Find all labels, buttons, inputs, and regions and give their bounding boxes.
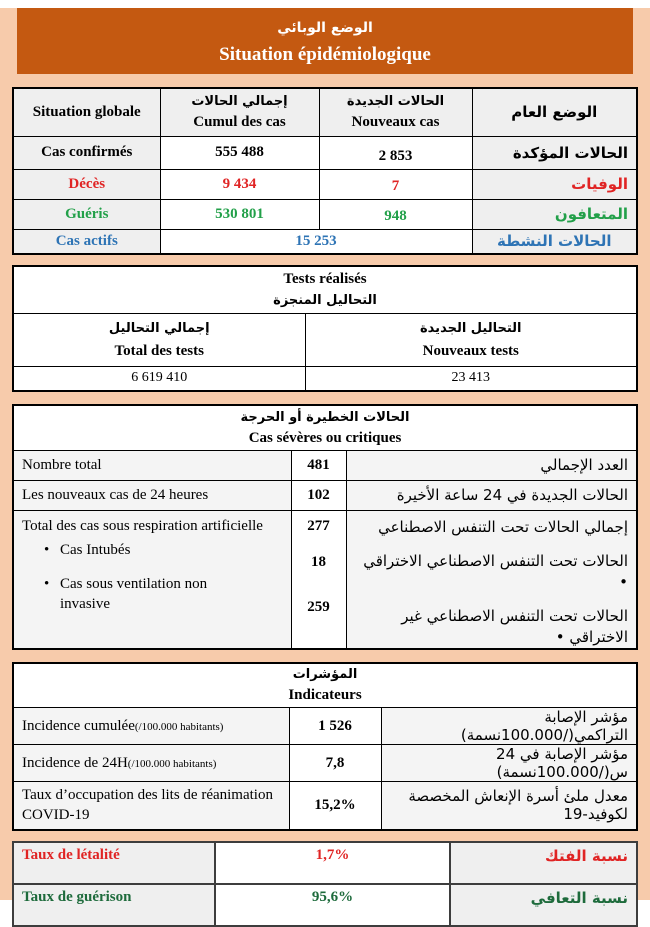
report-title-band <box>17 8 633 74</box>
severe-respiration-french-cell <box>13 510 291 649</box>
recovery-rate-label-fr: Taux de guérison <box>13 884 215 926</box>
recovered-cumul-value: 530 801 <box>160 199 319 229</box>
cumulative-incidence-label-ar: مؤشر الإصابة التراكمي(/100.000نسمة) <box>381 708 637 745</box>
confirmed-row <box>13 136 637 169</box>
non-invasive-item-ar <box>353 606 629 648</box>
tests-total-header-fr: Total des tests <box>114 342 204 359</box>
bullet-icon: • <box>619 572 628 591</box>
tests-title-cell <box>13 266 637 313</box>
recovered-label-fr: Guéris <box>13 199 160 229</box>
indicators-title-fr: Indicateurs <box>288 687 362 704</box>
daily-incidence-label-ar: مؤشر الإصابة في 24 س(/100.000نسمة) <box>381 745 637 782</box>
severe-cases-table <box>12 404 638 650</box>
respiration-label-ar: إجمالي الحالات تحت التنفس الاصطناعي <box>378 517 628 536</box>
deaths-label-fr: Décès <box>13 169 160 199</box>
tests-new-header-ar: التحاليل الجديدة <box>420 320 522 336</box>
severe-respiration-row <box>13 510 637 649</box>
severe-new24-label-ar: الحالات الجديدة في 24 ساعة الأخيرة <box>346 480 637 510</box>
active-label-ar: الحالات النشطة <box>472 229 637 254</box>
severe-total-label-fr: Nombre total <box>13 450 291 480</box>
icu-occupancy-label-fr <box>13 782 289 830</box>
daily-incidence-label-fr <box>13 745 289 782</box>
severe-title-fr: Cas sévères ou critiques <box>248 429 402 446</box>
recovery-rate-row <box>13 884 637 926</box>
report-title-arabic: الوضع الوبائي <box>277 20 373 36</box>
bullet-icon: • <box>44 541 50 558</box>
global-corner-header: Situation globale <box>13 88 160 136</box>
status-header-ar: الوضع العام <box>472 88 637 136</box>
report-title-french: Situation épidémiologique <box>219 44 431 65</box>
intubated-value: 18 <box>311 553 326 570</box>
tests-new-value: 23 413 <box>305 366 637 391</box>
recovery-rate-value: 95,6% <box>215 884 450 926</box>
fatality-rate-value: 1,7% <box>215 842 450 884</box>
indicators-title-row <box>13 663 637 708</box>
tests-title-row <box>13 266 637 313</box>
cumulative-incidence-unit: (/100.000 habitants) <box>134 720 224 733</box>
tests-total-value: 6 619 410 <box>13 366 305 391</box>
respiration-value: 277 <box>307 517 330 534</box>
cumulative-incidence-label-fr <box>13 708 289 745</box>
nouveaux-header-ar: الحالات الجديدة <box>346 94 445 110</box>
deaths-cumul-value: 9 434 <box>160 169 319 199</box>
non-invasive-label-fr: Cas sous ventilation non invasive <box>60 575 208 612</box>
fatality-rate-label-ar: نسبة الفتك <box>450 842 637 884</box>
icu-occupancy-row <box>13 782 637 830</box>
severe-new24-value: 102 <box>291 480 346 510</box>
tests-total-header-ar: إجمالي التحاليل <box>108 320 210 336</box>
intubated-label-ar: الحالات تحت التنفس الاصطناعي الاختراقي <box>363 551 628 570</box>
respiration-label-fr: Total des cas sous respiration artificielle <box>22 517 263 534</box>
icu-occupancy-value: 15,2% <box>289 782 381 830</box>
confirmed-new-value: 2 853 <box>319 136 472 169</box>
tests-subheader-row <box>13 313 637 366</box>
severe-total-value: 481 <box>291 450 346 480</box>
cumulative-incidence-row <box>13 708 637 745</box>
intubated-item-fr <box>22 540 287 560</box>
confirmed-label-ar: الحالات المؤكدة <box>472 136 637 169</box>
severe-title-row <box>13 405 637 450</box>
tests-new-header-fr: Nouveaux tests <box>422 342 519 359</box>
confirmed-cumul-value: 555 488 <box>160 136 319 169</box>
daily-incidence-value: 7,8 <box>289 745 381 782</box>
rates-table <box>12 841 638 927</box>
cumul-header-fr: Cumul des cas <box>193 114 286 131</box>
recovered-label-ar: المتعافون <box>472 199 637 229</box>
deaths-row <box>13 169 637 199</box>
icu-occupancy-text: Taux d’occupation des lits de réanimation COVID-19 <box>22 787 273 824</box>
indicators-title-ar: المؤشرات <box>292 667 358 683</box>
recovered-row <box>13 199 637 229</box>
active-value: 15 253 <box>160 229 472 254</box>
recovery-rate-label-ar: نسبة التعافي <box>450 884 637 926</box>
cumulative-incidence-text: Incidence cumulée <box>22 717 135 734</box>
daily-incidence-text: Incidence de 24H <box>22 754 128 771</box>
bullet-icon: • <box>555 627 565 646</box>
daily-incidence-row <box>13 745 637 782</box>
intubated-item-ar <box>353 551 629 593</box>
global-situation-table <box>12 87 638 255</box>
active-label-fr: Cas actifs <box>13 229 160 254</box>
severe-respiration-values-cell <box>291 510 346 649</box>
indicators-title-cell <box>13 663 637 708</box>
tests-title-ar: التحاليل المنجزة <box>273 292 377 308</box>
confirmed-label-fr: Cas confirmés <box>13 136 160 169</box>
recovered-new-value: 948 <box>319 199 472 229</box>
active-row <box>13 229 637 254</box>
nouveaux-header <box>319 88 472 136</box>
nouveaux-header-fr: Nouveaux cas <box>351 114 440 131</box>
deaths-new-value: 7 <box>319 169 472 199</box>
global-header-row <box>13 88 637 136</box>
tests-title-fr: Tests réalisés <box>283 270 367 287</box>
severe-new24-label-fr: Les nouveaux cas de 24 heures <box>13 480 291 510</box>
severe-title-cell <box>13 405 637 450</box>
severe-new24-row <box>13 480 637 510</box>
indicators-table <box>12 662 638 831</box>
severe-respiration-arabic-cell <box>346 510 637 649</box>
severe-title-ar: الحالات الخطيرة أو الحرجة <box>240 409 410 425</box>
cumulative-incidence-value: 1 526 <box>289 708 381 745</box>
severe-total-row <box>13 450 637 480</box>
tests-total-header <box>13 313 305 366</box>
cumul-header-ar: إجمالي الحالات <box>191 94 288 110</box>
fatality-rate-row <box>13 842 637 884</box>
non-invasive-item-fr <box>22 574 287 614</box>
icu-occupancy-label-ar: معدل ملئ أسرة الإنعاش المخصصة لكوفيد-19 <box>381 782 637 830</box>
bullet-icon: • <box>44 575 50 592</box>
non-invasive-label-ar: الحالات تحت التنفس الاصطناعي غير الاختراقي <box>401 606 628 646</box>
tests-new-header <box>305 313 637 366</box>
severe-total-label-ar: العدد الإجمالي <box>346 450 637 480</box>
report-page <box>0 8 650 907</box>
intubated-label-fr: Cas Intubés <box>60 541 131 558</box>
cumul-header <box>160 88 319 136</box>
fatality-rate-label-fr: Taux de létalité <box>13 842 215 884</box>
tests-values-row <box>13 366 637 391</box>
tests-table <box>12 265 638 392</box>
non-invasive-value: 259 <box>307 598 330 615</box>
deaths-label-ar: الوفيات <box>472 169 637 199</box>
daily-incidence-unit: (/100.000 habitants) <box>127 757 217 770</box>
